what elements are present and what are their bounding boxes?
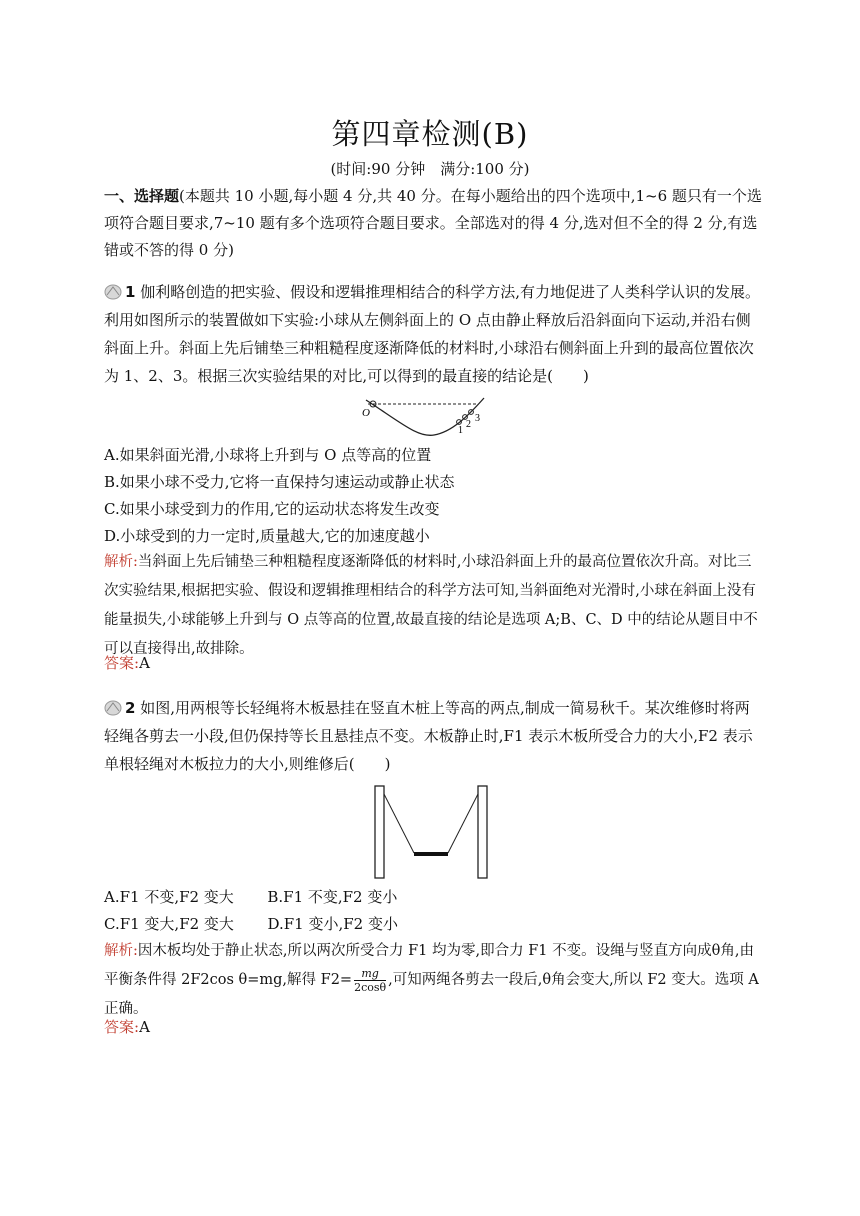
question-badge-icon — [104, 700, 122, 716]
section-intro — [104, 183, 764, 264]
option-a: A.F1 不变,F2 变大 — [104, 888, 234, 906]
explanation-text-b: ,可知两绳各剪去一段后,θ角会变大,所以 F2 变大。选项 A 正确。 — [104, 972, 759, 1017]
question-number: 2 — [125, 699, 136, 717]
explanation-text: 当斜面上先后铺垫三种粗糙程度逐渐降低的材料时,小球沿斜面上升的最高位置依次升高。对比三次实验结果,根据把实验、假设和逻辑推理相结合的科学方法可知,当斜面绝对光滑时,小球在斜面上没有能量损失,小球能够上升到与 O 点等高的位置,故最直接的结论是选项 A;B、C、D 中的结论从题目中不可以直接得出,故排除。 — [104, 554, 758, 657]
answer-label: 答案: — [104, 1018, 140, 1036]
options-row-2 — [104, 911, 764, 938]
figure-label-3: 3 — [475, 413, 480, 424]
explanation-label: 解析: — [104, 943, 138, 959]
explanation-text-a: 因木板均处于静止状态,所以两次所受合力 F1 均为零,即合力 F1 不变。设绳与竖直方向成θ角,由平衡条件得 2F2cos θ=mg,解得 F2= — [104, 943, 754, 988]
swing-figure — [370, 784, 492, 880]
option-b: B.如果小球不受力,它将一直保持匀速运动或静止状态 — [104, 473, 455, 491]
slope-figure — [360, 394, 490, 442]
option-c: C.F1 变大,F2 变大 — [104, 915, 234, 933]
question-number: 1 — [125, 283, 136, 301]
question-2 — [104, 694, 764, 778]
option-c: C.如果小球受到力的作用,它的运动状态将发生改变 — [104, 500, 440, 518]
question-1-options — [104, 442, 764, 550]
fraction-denominator: 2cosθ — [354, 980, 387, 994]
question-2-explanation — [104, 937, 764, 1024]
figure-label-2: 2 — [466, 419, 471, 430]
question-1-explanation — [104, 548, 764, 664]
option-d: D.小球受到的力一定时,质量越大,它的加速度越小 — [104, 527, 430, 545]
section-instructions: (本题共 10 小题,每小题 4 分,共 40 分。在每小题给出的四个选项中,1~6 题只有一个选项符合题目要求,7~10 题有多个选项符合题目要求。全部选对的得 4 分,选对但不全的得 2 分,有选错或不答的得 0 分) — [104, 187, 762, 259]
question-1-answer — [104, 650, 764, 677]
question-2-options — [104, 884, 764, 938]
answer-value: A — [139, 654, 150, 672]
question-2-answer — [104, 1014, 764, 1041]
fraction-numerator: mg — [354, 967, 386, 981]
explanation-label: 解析: — [104, 554, 138, 570]
question-badge-icon — [104, 284, 122, 300]
option-d: D.F1 变小,F2 变小 — [267, 915, 398, 933]
question-text: 如图,用两根等长轻绳将木板悬挂在竖直木桩上等高的两点,制成一简易秋千。某次维修时将两轻绳各剪去一小段,但仍保持等长且悬挂点不变。木板静止时,F1 表示木板所受合力的大小,F2 表示单根轻绳对木板拉力的大小,则维修后( ) — [104, 699, 753, 773]
option-b: B.F1 不变,F2 变小 — [267, 888, 398, 906]
section-heading: 一、选择题 — [104, 187, 180, 205]
figure-label-1: 1 — [458, 425, 463, 436]
question-1 — [104, 278, 764, 390]
option-a: A.如果斜面光滑,小球将上升到与 O 点等高的位置 — [104, 446, 432, 464]
fraction — [354, 967, 386, 994]
options-row-1 — [104, 884, 764, 911]
exam-info: (时间:90 分钟 满分:100 分) — [330, 160, 530, 178]
page-title: 第四章检测(B) — [331, 117, 529, 151]
answer-label: 答案: — [104, 654, 140, 672]
figure-label-o: O — [362, 407, 370, 419]
answer-value: A — [139, 1018, 150, 1036]
question-text: 伽利略创造的把实验、假设和逻辑推理相结合的科学方法,有力地促进了人类科学认识的发展。利用如图所示的装置做如下实验:小球从左侧斜面上的 O 点由静止释放后沿斜面向下运动,并沿右侧斜面上升。斜面上先后铺垫三种粗糙程度逐渐降低的材料时,小球沿右侧斜面上升到的最高位置依次为 1、2、3。根据三次实验结果的对比,可以得到的最直接的结论是( ) — [104, 283, 760, 385]
